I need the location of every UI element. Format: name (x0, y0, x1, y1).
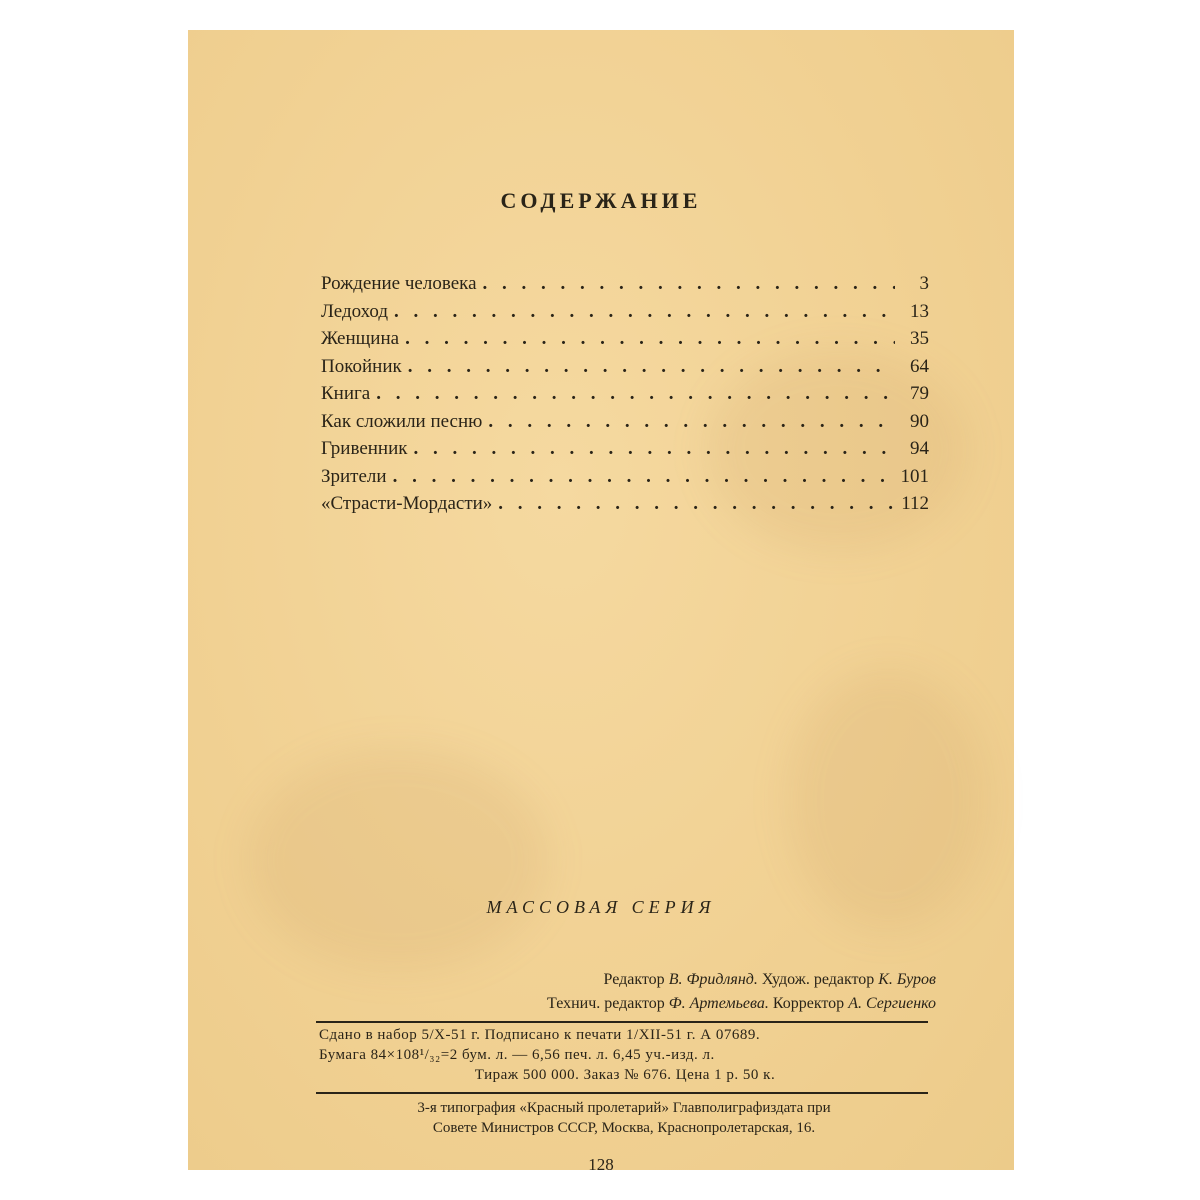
dot-leader (483, 270, 895, 298)
art-editor-label: Худож. редактор (761, 971, 875, 988)
table-of-contents (321, 270, 929, 518)
toc-entry (321, 435, 929, 463)
paper-stain (248, 750, 548, 970)
toc-title: СОДЕРЖАНИЕ (500, 188, 702, 213)
printer-line: Совете Министров СССР, Москва, Краснопролетарская, 16. (432, 1120, 816, 1136)
toc-entry (321, 298, 929, 326)
toc-entry-page: 64 (910, 355, 929, 377)
toc-entry (321, 270, 929, 298)
toc-entry-title: Женщина (321, 328, 400, 349)
page-number: 128 (588, 1155, 614, 1174)
toc-entry-title: Зрители (321, 465, 387, 487)
toc-entry-page: 35 (910, 328, 929, 349)
printer-info (319, 1098, 929, 1138)
imprint-line: Бумага 84×108¹/₃₂=2 бум. л. — 6,56 печ. л. 6,45 уч.-изд. л. (319, 1047, 715, 1063)
imprint-line: Тираж 500 000. Заказ № 676. Цена 1 р. 50 к. (474, 1067, 776, 1083)
art-editor-name: К. Буров (878, 971, 936, 988)
dot-leader (405, 325, 895, 353)
toc-entry-title: Как сложили песню (321, 410, 483, 432)
toc-entry (321, 325, 929, 353)
toc-entry (321, 490, 929, 518)
toc-entry-page: 79 (910, 383, 929, 404)
tech-editor-label: Технич. редактор (547, 995, 665, 1012)
toc-entry-page: 101 (900, 465, 929, 487)
imprint-line: Сдано в набор 5/X-51 г. Подписано к печати 1/XII-51 г. А 07689. (319, 1027, 761, 1043)
toc-entry-title: Рождение человека (321, 273, 477, 294)
imprint-block (319, 1025, 931, 1085)
dot-leader (498, 490, 895, 518)
credits-line-editors (316, 968, 936, 992)
toc-entry-title: Книга (321, 383, 371, 404)
proofreader-name: А. Сергиенко (848, 995, 936, 1012)
toc-entry (321, 463, 929, 491)
credits-line-technical (316, 992, 936, 1016)
printer-line: 3-я типография «Красный пролетарий» Главполиграфиздата при (417, 1100, 831, 1116)
toc-entry-title: Ледоход (321, 300, 389, 322)
proofreader-label: Корректор (772, 995, 845, 1012)
editor-label: Редактор (603, 971, 665, 988)
editor-name: В. Фридлянд. (668, 971, 758, 988)
book-page (188, 30, 1014, 1174)
dot-leader (413, 435, 895, 463)
divider-rule (316, 1092, 928, 1094)
series-title: МАССОВАЯ СЕРИЯ (486, 897, 716, 917)
dot-leader (393, 463, 895, 491)
tech-editor-name: Ф. Артемьева. (668, 995, 769, 1012)
dot-leader (408, 353, 895, 381)
toc-entry-page: 13 (910, 300, 929, 322)
dot-leader (394, 298, 895, 326)
paper-stain (788, 670, 988, 930)
toc-entry-title: «Страсти-Мордасти» (321, 493, 493, 514)
toc-entry-page: 112 (901, 493, 929, 514)
editorial-credits (316, 968, 936, 1016)
toc-entry-title: Гривенник (321, 438, 408, 459)
divider-rule (316, 1021, 928, 1023)
toc-entry-page: 3 (919, 273, 929, 294)
toc-entry-page: 94 (910, 438, 929, 459)
dot-leader (376, 380, 895, 408)
toc-entry-title: Покойник (321, 355, 402, 377)
toc-entry (321, 408, 929, 436)
toc-entry-page: 90 (910, 410, 929, 432)
dot-leader (488, 408, 895, 436)
toc-entry (321, 353, 929, 381)
toc-entry (321, 380, 929, 408)
